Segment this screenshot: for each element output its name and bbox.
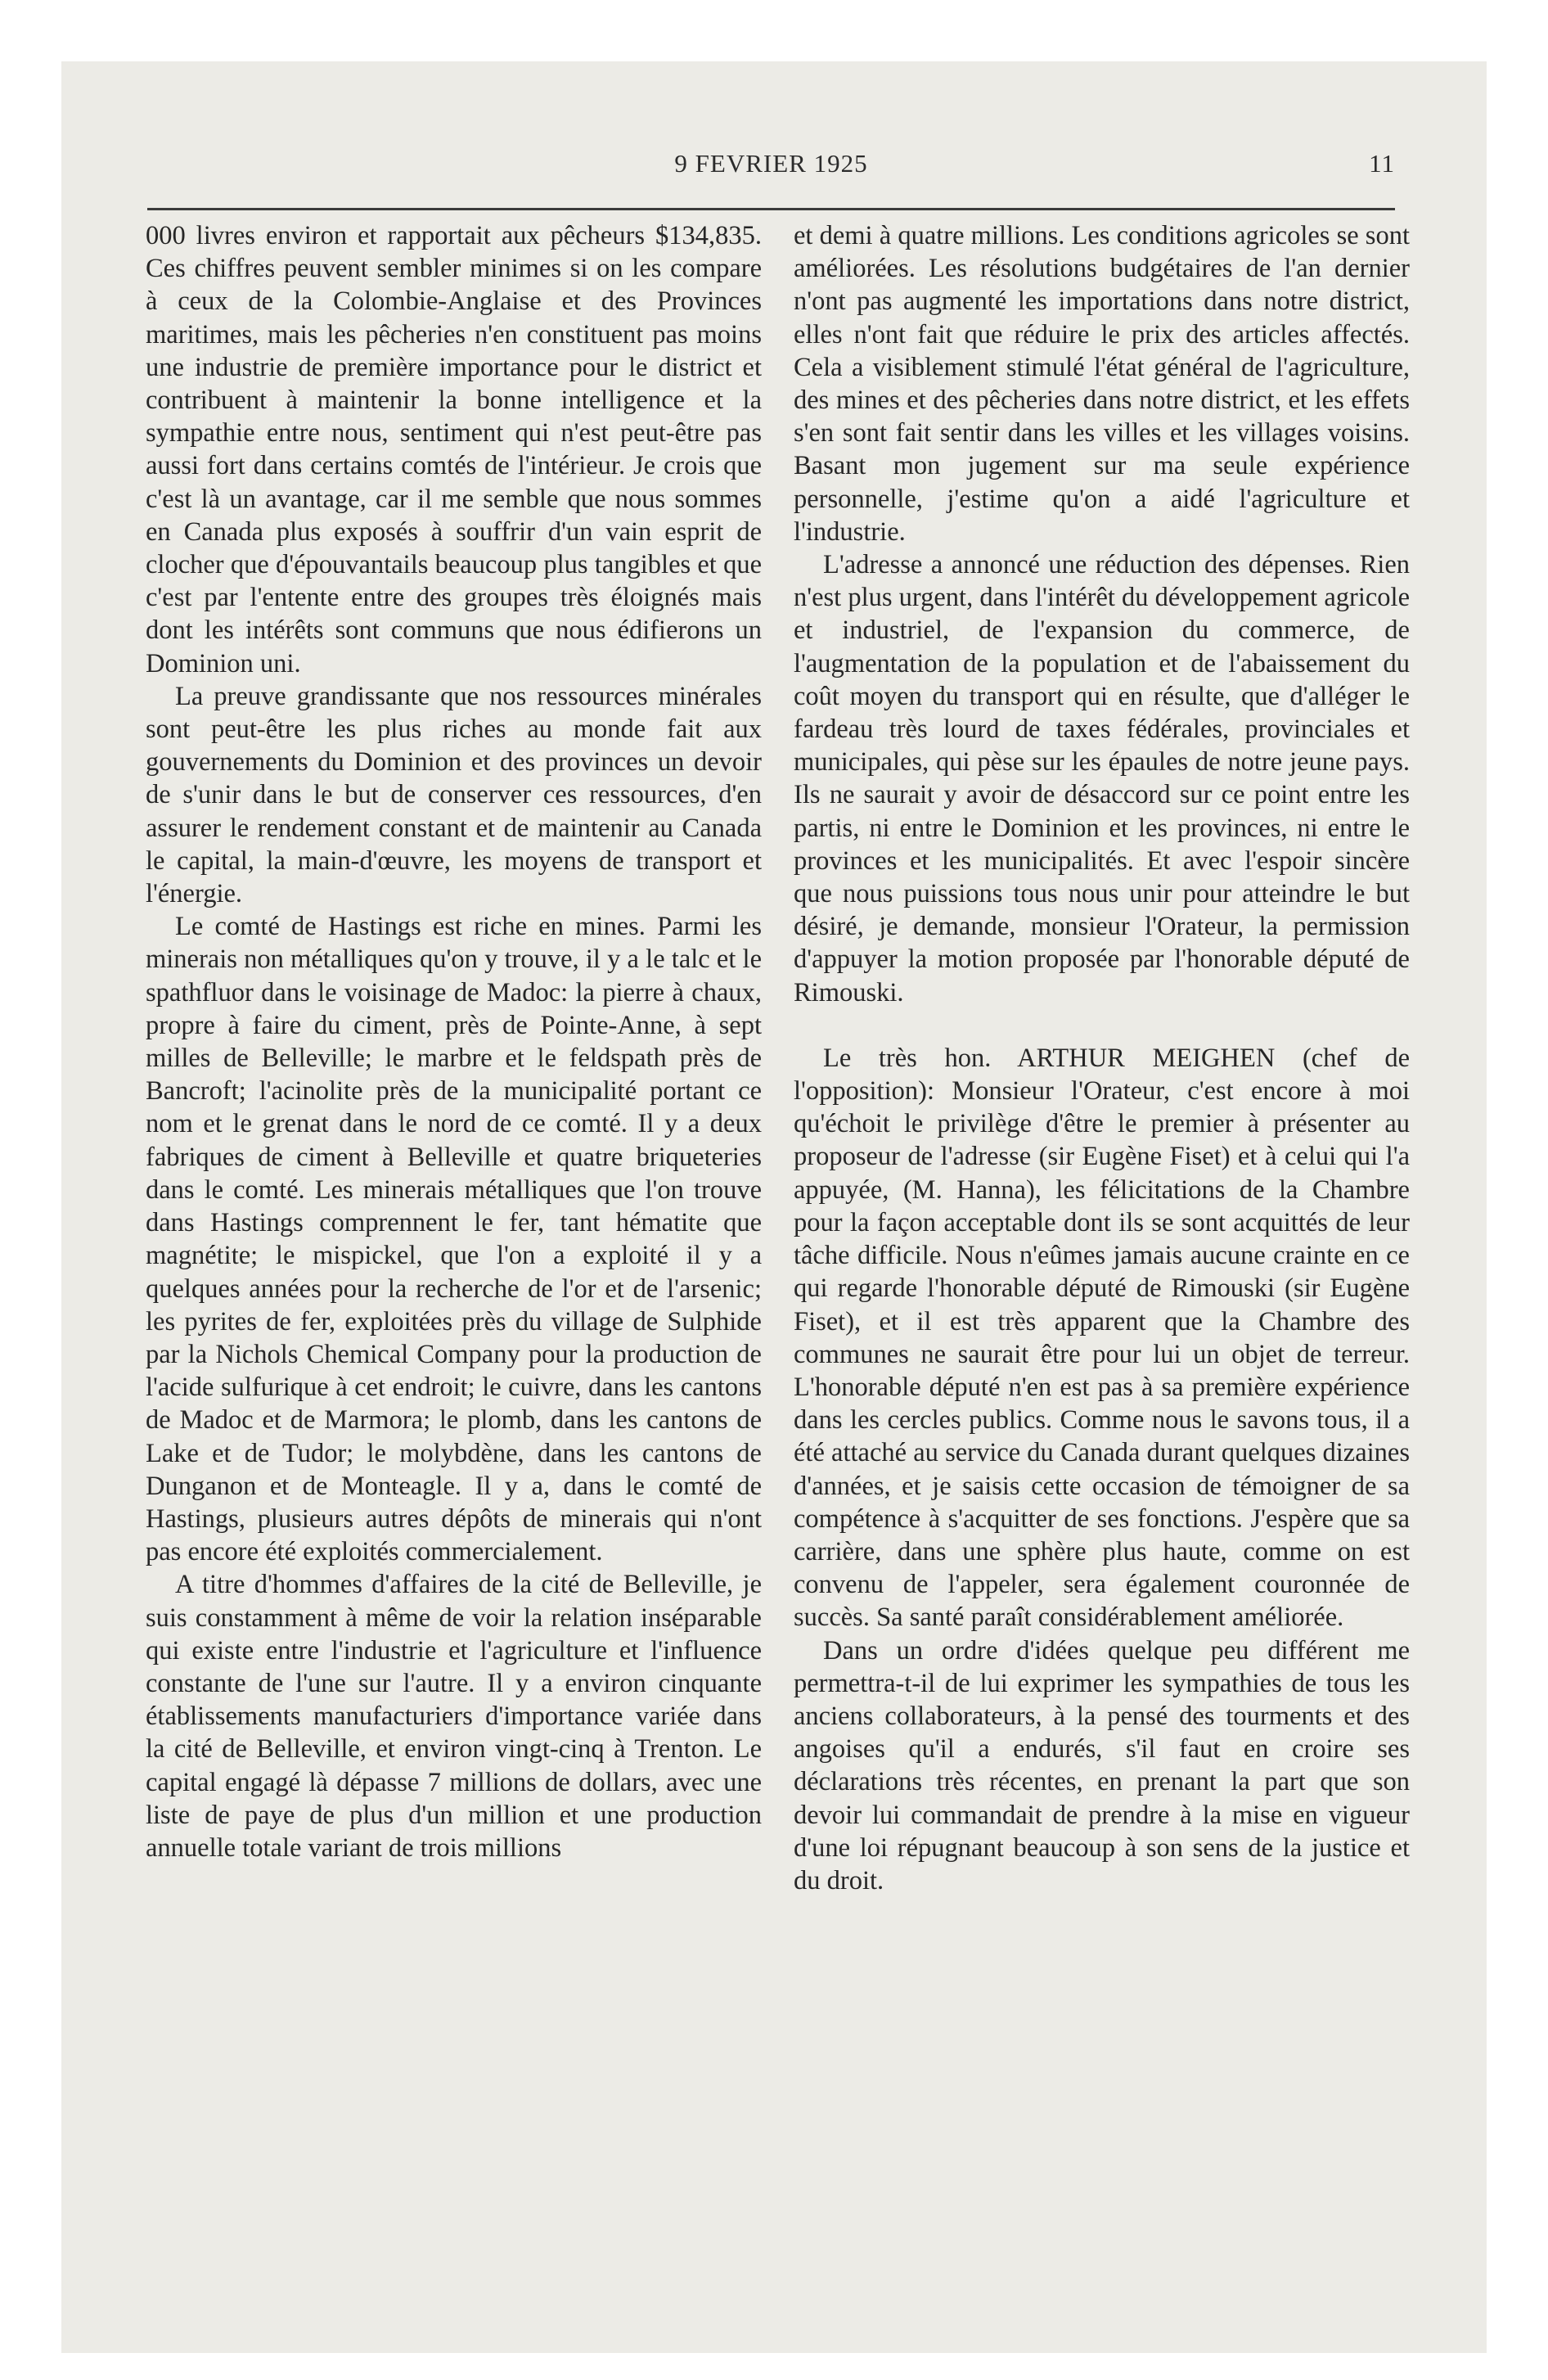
paragraph: Le très hon. ARTHUR MEIGHEN (chef de l'opposition): Monsieur l'Orateur, c'est encore à moi qu'échoit le privilège d'être le premier à présenter au proposeur de l'adresse (sir Eugène Fiset) et à celui qui l'a appuyée, (M. Hanna), les félicitations de la Chambre pour la façon acceptable dont ils se sont acquittés de leur tâche difficile. Nous n'eûmes jamais aucune crainte en ce qui regarde l'honorable député de Rimouski (sir Eugène Fiset), et il est très apparent que la Chambre des communes ne saurait être pour lui un objet de terreur. L'honorable député n'en est pas à sa première expérience dans les cercles publics. Comme nous le savons tous, il a été attaché au service du Canada durant quelques dizaines d'années, et je saisis cette occasion de témoigner de sa compétence à s'acquitter de ses fonctions. J'espère que sa carrière, dans une sphère plus haute, comme on est convenu de l'appeler, sera également couronnée de succès. Sa santé paraît considérablement améliorée.	[794, 1043, 1410, 1633]
page-number: 11	[1369, 149, 1395, 178]
left-column	[146, 219, 762, 1864]
page-header	[147, 149, 1395, 190]
paragraph: et demi à quatre millions. Les conditions agricoles se sont améliorées. Les résolutions budgétaires de l'an dernier n'ont pas augmenté les importations dans notre district, elles n'ont fait que réduire le prix des articles affectés. Cela a visiblement stimulé l'état général de l'agriculture, des mines et des pêcheries dans notre district, et les effets s'en sont fait sentir dans les villes et les villages voisins. Basant mon jugement sur ma seule expérience personnelle, j'estime qu'on a aidé l'agriculture et l'industrie.	[794, 221, 1410, 547]
paragraph: A titre d'hommes d'affaires de la cité de Belleville, je suis constamment à même de voir la relation inséparable qui existe entre l'industrie et l'agriculture et l'influence constante de l'une sur l'autre. Il y a environ cinquante établissements manufacturiers d'importance variée dans la cité de Belleville, et environ vingt-cinq à Trenton. Le capital engagé là dépasse 7 millions de dollars, avec une liste de paye de plus d'un million et une production annuelle totale variant de trois millions	[146, 1570, 762, 1863]
paragraph: Le comté de Hastings est riche en mines. Parmi les minerais non métalliques qu'on y trouve, il y a le talc et le spathfluor dans le voisinage de Madoc: la pierre à chaux, propre à faire du ciment, près de Pointe-Anne, à sept milles de Belleville; le marbre et le feldspath près de Bancroft; l'acinolite près de la municipalité portant ce nom et le grenat dans le nord de ce comté. Il y a deux fabriques de ciment à Belleville et quatre briqueteries dans le comté. Les minerais métalliques que l'on trouve dans Hastings comprennent le fer, tant hématite que magnétite; le mispickel, que l'on a exploité il y a quelques années pour la recherche de l'or et de l'arsenic; les pyrites de fer, exploitées près du village de Sulphide par la Nichols Chemical Company pour la production de l'acide sulfurique à cet endroit; le cuivre, dans les cantons de Madoc et de Marmora; le plomb, dans les cantons de Lake et de Tudor; le molybdène, dans les cantons de Dunganon et de Monteagle. Il y a, dans le comté de Hastings, plusieurs autres dépôts de minerais qui n'ont pas encore été exploités commercialement.	[146, 912, 762, 1567]
header-rule	[147, 208, 1395, 210]
paragraph: La preuve grandissante que nos ressources minérales sont peut-être les plus riches au monde fait aux gouvernements du Dominion et des provinces un devoir de s'unir dans le but de conserver ces ressources, d'en assurer le rendement constant et de maintenir au Canada le capital, la main-d'œuvre, les moyens de transport et l'énergie.	[146, 681, 762, 909]
paragraph: Dans un ordre d'idées quelque peu différent me permettra-t-il de lui exprimer les sympathies de tous les anciens collaborateurs, à la pensé des tourments et des angoises qu'il a endurés, s'il faut en croire ses déclarations très récentes, en prenant la part que son devoir lui commandait de prendre à la mise en vigueur d'une loi répugnant beaucoup à son sens de la justice et du droit.	[794, 1635, 1410, 1895]
header-date: 9 FEVRIER 1925	[674, 149, 868, 178]
paragraph: 000 livres environ et rapportait aux pêcheurs $134,835. Ces chiffres peuvent sembler minimes si on les compare à ceux de la Colombie-Anglaise et des Provinces maritimes, mais les pêcheries n'en constituent pas moins une industrie de première importance pour le district et contribuent à maintenir la bonne intelligence et la sympathie entre nous, sentiment qui n'est peut-être pas aussi fort dans certains comtés de l'intérieur. Je crois que c'est là un avantage, car il me semble que nous sommes en Canada plus exposés à souffrir d'un vain esprit de clocher que d'épouvantails beaucoup plus tangibles et que c'est par l'entente entre des groupes très éloignés mais dont les intérêts sont communs que nous édifierons un Dominion uni.	[146, 221, 762, 678]
right-column	[794, 219, 1410, 1897]
paragraph: L'adresse a annoncé une réduction des dépenses. Rien n'est plus urgent, dans l'intérêt du développement agricole et industriel, de l'expansion du commerce, de l'augmentation de la population et de l'abaissement du coût moyen du transport qui en résulte, que d'alléger le fardeau très lourd de taxes fédérales, provinciales et municipales, qui pèse sur les épaules de notre jeune pays. Ils ne saurait y avoir de désaccord sur ce point entre les partis, ni entre le Dominion et les provinces, ni entre le provinces et les municipalités. Et avec l'espoir sincère que nous puissions tous nous unir pour atteindre le but désiré, je demande, monsieur l'Orateur, la permission d'appuyer la motion proposée par l'honorable député de Rimouski.	[794, 550, 1410, 1007]
